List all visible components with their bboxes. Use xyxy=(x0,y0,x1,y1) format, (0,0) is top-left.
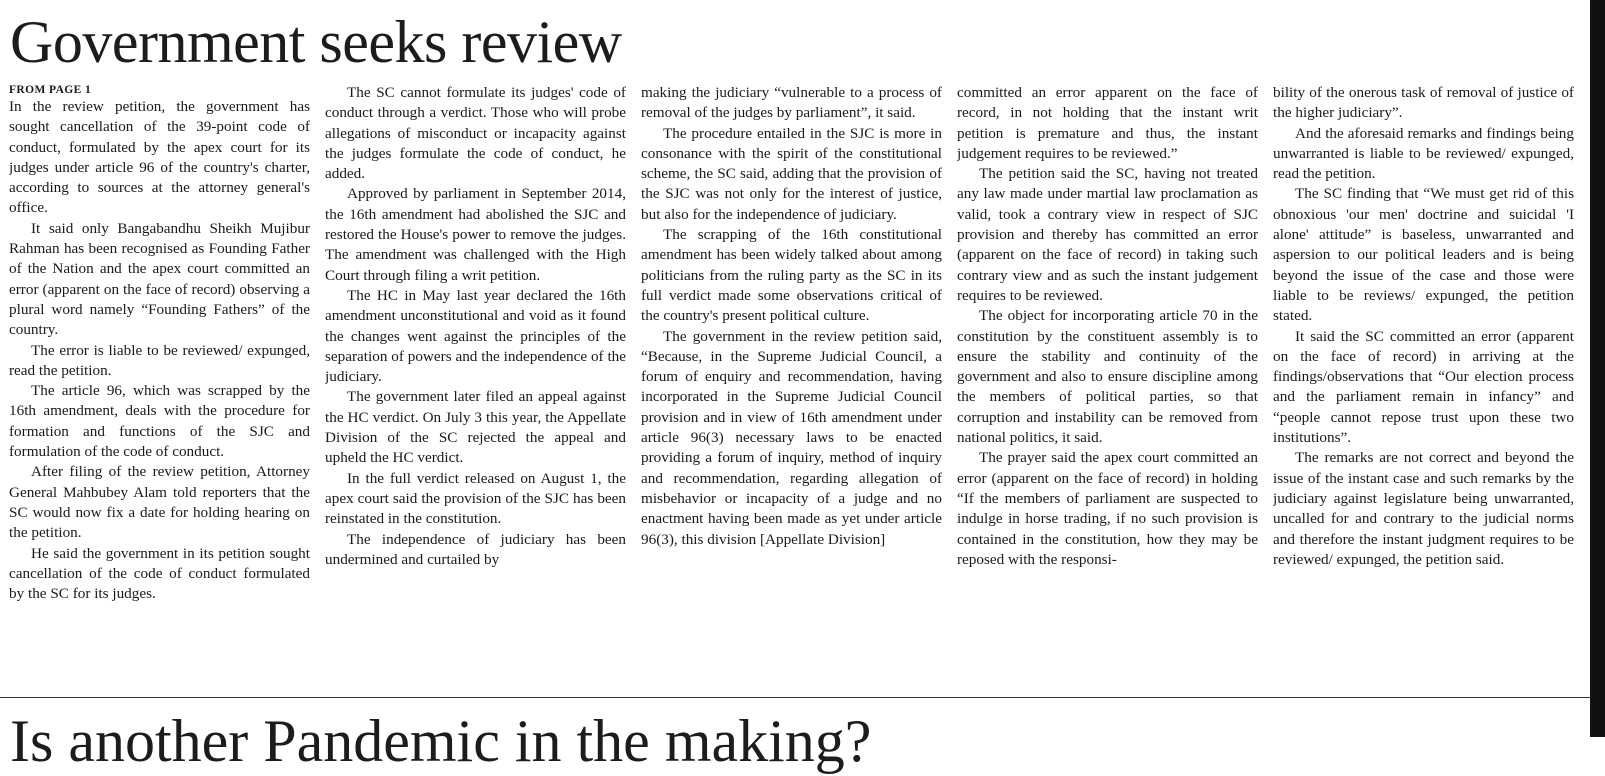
paragraph: bility of the onerous task of removal of justice of the higher judiciary”. xyxy=(1273,84,1574,122)
paragraph: The SC finding that “We must get rid of this obnoxious 'our men' doctrine and suicidal 'I alone' attitude” is baseless, unwarranted and aspersion to our political leaders and is being beyond the issue of the case and those were liable to be reviews/ expunged, the petition stated. xyxy=(1273,185,1574,325)
paragraph: It said the SC committed an error (apparent on the face of record) in arriving at the findings/observations that “Our election process and the parliament remain in infancy” and “people cannot repose trust upon these two institutions”. xyxy=(1273,327,1574,447)
paragraph: After filing of the review petition, Attorney General Mahbubey Alam told reporters that the SC would now fix a date for holding hearing on the petition. xyxy=(9,463,310,542)
column-4 xyxy=(957,83,1258,693)
column-2 xyxy=(325,83,626,693)
kicker-from-page: FROM PAGE 1 xyxy=(9,84,92,96)
column-3 xyxy=(641,83,942,693)
next-article-headline: Is another Pandemic in the making? xyxy=(10,708,872,774)
paragraph: The prayer said the apex court committed an error (apparent on the face of record) in holding “If the members of parliament are suspected to indulge in horse trading, if no such provision is contained in the constitution, how they may be reposed with the responsi- xyxy=(957,449,1258,568)
column-1 xyxy=(9,83,310,693)
paragraph: The government in the review petition said, “Because, in the Supreme Judicial Council, a forum of enquiry and recommendation, having incorporated in the Supreme Judicial Council provision and in view of 16th amendment under article 96(3) necessary laws to be enacted providing a forum of inquiry, method of inquiry and recommendation, regarding allegation of misbehavior or incapacity of a judge and no enactment having been made as yet under article 96(3), this division [Appellate Division] xyxy=(641,327,942,548)
column-5 xyxy=(1273,83,1574,693)
paragraph: The HC in May last year declared the 16th amendment unconstitutional and void as it found the changes went against the principles of the separation of powers and the independence of the judiciary. xyxy=(325,286,626,386)
paragraph: It said only Bangabandhu Sheikh Mujibur Rahman has been recognised as Founding Father of the Nation and the apex court committed an error (apparent on the face of record) observing a plural word namely “Founding Fathers” of the country. xyxy=(9,219,310,339)
paragraph: The scrapping of the 16th constitutional amendment has been widely talked about among politicians from the ruling party as the SC in its full verdict made some observations critical of the country's present political culture. xyxy=(641,226,942,325)
paragraph: He said the government in its petition sought cancellation of the code of conduct formulated by the SC for its judges. xyxy=(9,544,310,603)
section-divider xyxy=(0,697,1590,698)
paragraph: And the aforesaid remarks and findings being unwarranted is liable to be reviewed/ expunged, read the petition. xyxy=(1273,124,1574,183)
paragraph: The independence of judiciary has been undermined and curtailed by xyxy=(325,530,626,568)
paragraph: The petition said the SC, having not treated any law made under martial law proclamation as valid, took a contrary view in respect of SJC provision and thereby has committed an error (apparent on the face of record) in taking such contrary view and as such the instant judgement requires to be reviewed. xyxy=(957,165,1258,304)
page-edge-rule xyxy=(1590,0,1605,737)
paragraph: In the full verdict released on August 1, the apex court said the provision of the SJC has been reinstated in the constitution. xyxy=(325,469,626,528)
article-body xyxy=(9,83,1591,693)
paragraph: committed an error apparent on the face of record, in not holding that the instant writ petition is premature and thus, the instant judgement requires to be reviewed.” xyxy=(957,84,1258,162)
paragraph: The error is liable to be reviewed/ expunged, read the petition. xyxy=(9,341,310,379)
paragraph: In the review petition, the government has sought cancellation of the 39-point code of conduct, formulated by the apex court for its judges under article 96 of the country's charter, according to sources at the attorney general's office. xyxy=(9,98,310,217)
paragraph: The remarks are not correct and beyond the issue of the instant case and such remarks by the judiciary against legislature being unwarranted, uncalled for and contrary to the judicial norms and therefore the instant judgment requires to be reviewed/ expunged, the petition said. xyxy=(1273,449,1574,568)
paragraph: The SC cannot formulate its judges' code of conduct through a verdict. Those who will probe allegations of misconduct or incapacity against the judges formulate the code of conduct, he added. xyxy=(325,84,626,183)
article-headline: Government seeks review xyxy=(10,9,622,75)
paragraph: The article 96, which was scrapped by the 16th amendment, deals with the procedure for formation and functions of the SJC and formulation of the code of conduct. xyxy=(9,382,310,461)
paragraph: The government later filed an appeal against the HC verdict. On July 3 this year, the Appellate Division of the SC rejected the appeal and upheld the HC verdict. xyxy=(325,388,626,467)
paragraph: Approved by parliament in September 2014, the 16th amendment had abolished the SJC and restored the House's power to remove the judges. The amendment was challenged with the High Court through filing a writ petition. xyxy=(325,185,626,284)
paragraph: The procedure entailed in the SJC is more in consonance with the spirit of the constitutional scheme, the SC said, adding that the provision of the SJC was not only for the interest of justice, but also for the independence of judiciary. xyxy=(641,124,942,223)
paragraph: making the judiciary “vulnerable to a process of removal of the judges by parliament”, it said. xyxy=(641,84,942,122)
paragraph: The object for incorporating article 70 in the constitution by the constituent assembly is to ensure the stability and continuity of the government and also to ensure discipline among the members of political parties, so that corruption and instability can be removed from national politics, it said. xyxy=(957,307,1258,447)
